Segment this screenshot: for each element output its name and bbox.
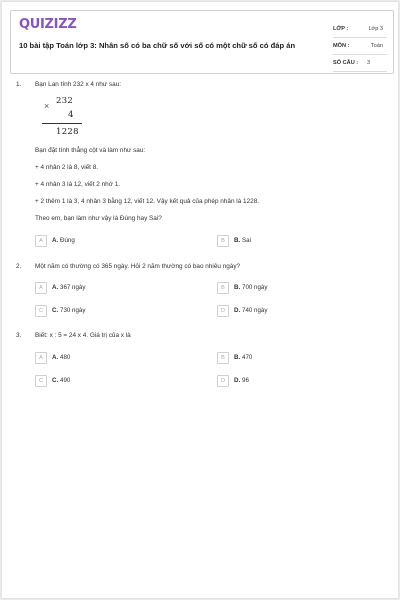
question-text: Biết: x : 5 = 24 x 4. Giá trị của x là: [35, 332, 131, 339]
answer-option-d[interactable]: [217, 375, 367, 387]
worksheet-title: 10 bài tập Toán lớp 3: Nhân số có ba chữ số với số có một chữ số có đáp án: [19, 41, 296, 50]
option-box-a[interactable]: A: [35, 282, 47, 294]
option-text: 490: [60, 377, 71, 384]
answer-option-b[interactable]: [217, 282, 367, 294]
option-letter: C.: [52, 307, 59, 314]
product: 1228: [56, 127, 79, 137]
option-box-b[interactable]: B: [217, 282, 229, 294]
option-letter: B.: [234, 284, 241, 291]
option-box-a[interactable]: A: [35, 235, 47, 247]
explanation-line: + 2 thêm 1 là 3, 4 nhân 3 bằng 12, viết 12. Vậy kết quả của phép nhân là 1228.: [35, 198, 260, 205]
explanation-line: Theo em, bạn làm như vậy là Đúng hay Sai?: [35, 215, 162, 222]
answer-option-b[interactable]: [217, 235, 367, 247]
question-text: Bạn Lan tính 232 x 4 như sau:: [35, 81, 121, 88]
quizizz-logo: QUIZIZZ: [19, 17, 77, 32]
option-letter: D.: [234, 377, 241, 384]
multiply-sign: ×: [44, 101, 50, 111]
option-letter: B.: [234, 354, 241, 361]
option-box-c[interactable]: C: [35, 305, 47, 317]
answer-option-b[interactable]: [217, 352, 367, 364]
option-text: 700 ngày: [242, 284, 268, 291]
option-letter: C.: [52, 377, 59, 384]
option-letter: A.: [52, 284, 59, 291]
option-text: 480: [60, 354, 71, 361]
option-box-d[interactable]: D: [217, 375, 229, 387]
meta-label-subject: MÔN :: [333, 43, 350, 49]
option-text: 367 ngày: [60, 284, 86, 291]
option-letter: A.: [52, 237, 59, 244]
option-letter: A.: [52, 354, 59, 361]
meta-value-grade: Lớp 3: [368, 26, 383, 32]
worksheet-header: [10, 10, 394, 74]
meta-value-subject: Toán: [370, 43, 383, 49]
option-box-b[interactable]: B: [217, 235, 229, 247]
meta-row-grade: [333, 23, 387, 38]
option-text: 96: [242, 377, 249, 384]
answer-option-c[interactable]: [35, 375, 185, 387]
worksheet-meta: [333, 23, 387, 74]
meta-row-subject: [333, 40, 387, 55]
option-text: 730 ngày: [60, 307, 86, 314]
question-number: 2.: [16, 263, 22, 270]
meta-value-count: 3: [367, 60, 371, 66]
answer-option-c[interactable]: [35, 305, 185, 317]
option-text: Đúng: [60, 237, 75, 244]
meta-label-count: SỐ CÂU :: [333, 60, 359, 66]
calculation-rule: [42, 123, 82, 124]
answer-option-a[interactable]: [35, 235, 185, 247]
explanation-line: Bạn đặt tính thẳng cột và làm như sau:: [35, 147, 146, 154]
meta-row-count: [333, 57, 387, 72]
explanation-line: + 4 nhân 3 là 12, viết 2 nhớ 1.: [35, 181, 121, 188]
option-letter: D.: [234, 307, 241, 314]
explanation-line: + 4 nhân 2 là 8, viết 8.: [35, 164, 99, 171]
answer-option-d[interactable]: [217, 305, 367, 317]
option-box-b[interactable]: B: [217, 352, 229, 364]
option-text: 470: [242, 354, 253, 361]
option-letter: B.: [234, 237, 241, 244]
multiplier: 4: [68, 110, 74, 120]
option-box-c[interactable]: C: [35, 375, 47, 387]
question-text: Một năm có thường có 365 ngày. Hỏi 2 năm thường có bao nhiêu ngày?: [35, 263, 241, 270]
option-box-a[interactable]: A: [35, 352, 47, 364]
meta-label-grade: LỚP :: [333, 26, 349, 32]
option-box-d[interactable]: D: [217, 305, 229, 317]
answer-option-a[interactable]: [35, 352, 185, 364]
option-text: Sai: [242, 237, 251, 244]
question-number: 3.: [16, 332, 22, 339]
worksheet-page: [2, 2, 398, 598]
option-text: 740 ngày: [242, 307, 268, 314]
answer-option-a[interactable]: [35, 282, 185, 294]
multiplicand: 232: [56, 96, 74, 106]
multiplication-calculation: [42, 96, 92, 140]
question-number: 1.: [16, 81, 22, 88]
